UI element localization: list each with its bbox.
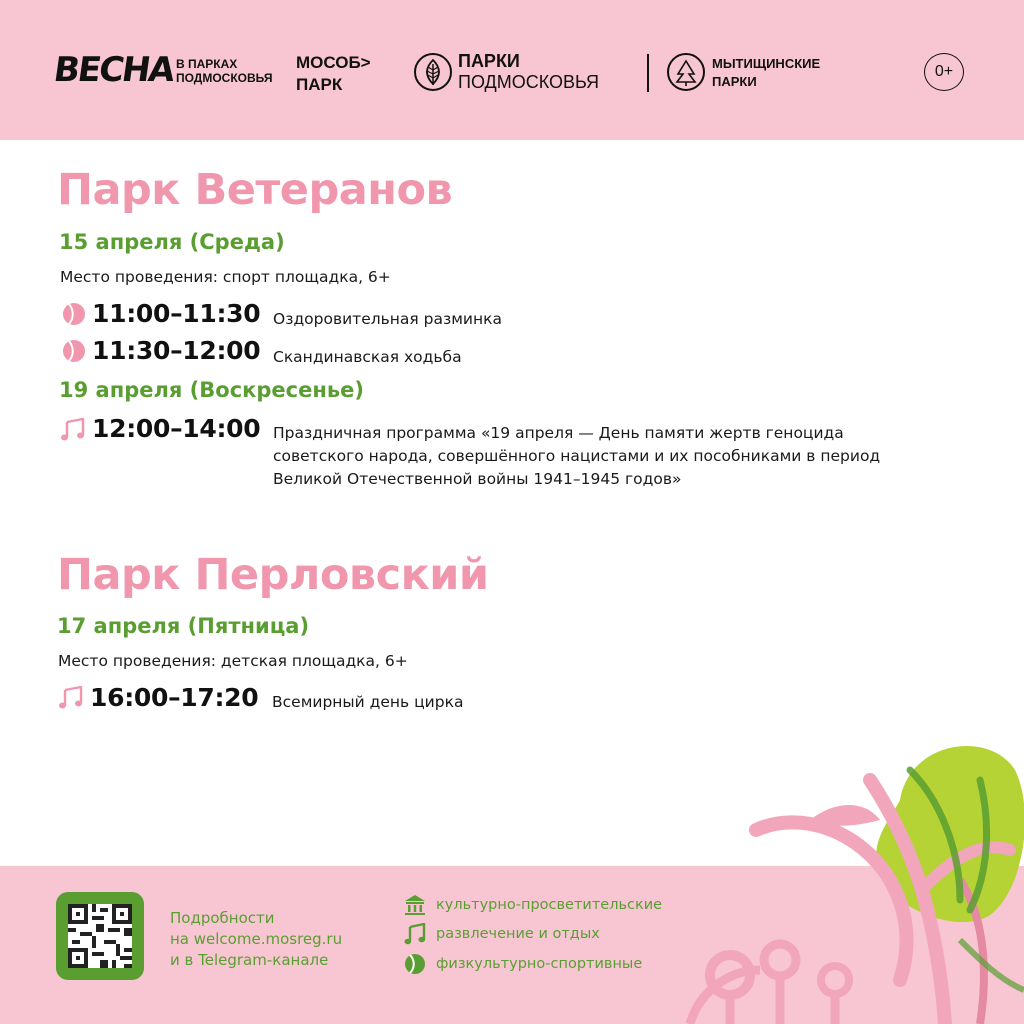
music-note-icon — [404, 923, 426, 945]
event-title: Всемирный день цирка — [272, 693, 464, 711]
mosobpark-logo — [296, 52, 371, 96]
mytishchi-parks-logo — [712, 55, 820, 91]
event-date: 15 апреля (Среда) — [59, 230, 285, 254]
vesna-sub-line-2: ПОДМОСКОВЬЯ — [176, 71, 273, 85]
parki-podmoskovya-logo — [458, 51, 599, 93]
floral-decoration — [660, 740, 1024, 1024]
event-title — [273, 422, 880, 491]
parki-line-1: ПАРКИ — [458, 51, 520, 71]
vesna-sub-line-1: В ПАРКАХ — [176, 57, 238, 71]
details-link[interactable]: на welcome.mosreg.ru — [170, 930, 343, 948]
event-date: 17 апреля (Пятница) — [57, 614, 310, 638]
venue-text: Место проведения: спорт площадка, 6+ — [60, 268, 391, 286]
details-info — [170, 908, 342, 971]
event-title: Скандинавская ходьба — [273, 348, 462, 366]
mosob-line-2: ПАРК — [296, 75, 343, 94]
vesna-logo: ВЕСНА — [51, 50, 176, 90]
legend-label: физкультурно-спортивные — [436, 956, 643, 972]
music-note-icon — [58, 686, 84, 710]
event-time: 16:00–17:20 — [90, 683, 259, 712]
legend-label: развлечение и отдых — [436, 926, 600, 942]
event-title-line-2: советского народа, совершённого нацистами и их пособниками в период — [273, 447, 881, 465]
legend-item-cultural — [404, 894, 662, 916]
music-note-icon — [60, 418, 86, 442]
parki-line-2: ПОДМОСКОВЬЯ — [458, 72, 600, 92]
sports-ball-icon — [62, 339, 86, 363]
event-title-line-1: Праздничная программа «19 апреля — День памяти жертв геноцида — [273, 424, 844, 442]
legend-item-leisure — [404, 923, 600, 945]
legend-item-sports — [404, 953, 642, 975]
venue-text: Место проведения: детская площадка, 6+ — [58, 652, 408, 670]
museum-icon — [404, 894, 426, 916]
park-title: Парк Перловский — [57, 550, 489, 600]
event-title: Оздоровительная разминка — [273, 310, 503, 328]
sports-ball-icon — [404, 953, 426, 975]
qr-grid-icon — [68, 904, 132, 968]
tree-icon — [666, 52, 706, 92]
qr-pattern — [68, 904, 132, 968]
myt-line-1: МЫТИЩИНСКИЕ — [712, 56, 821, 71]
event-time: 12:00–14:00 — [92, 414, 261, 443]
leaf-icon — [413, 52, 453, 92]
mosob-line-1: МОСОБ> — [296, 53, 371, 72]
age-rating-badge: 0+ — [924, 53, 964, 91]
legend-label: культурно-просветительские — [436, 897, 663, 913]
event-date: 19 апреля (Воскресенье) — [59, 378, 364, 402]
header-divider — [647, 54, 649, 92]
event-title-line-3: Великой Отечественной войны 1941–1945 годов» — [273, 470, 682, 488]
myt-line-2: ПАРКИ — [712, 74, 757, 89]
telegram-link[interactable]: и в Telegram-канале — [170, 951, 329, 969]
details-line-1: Подробности — [170, 909, 275, 927]
qr-code[interactable] — [56, 892, 144, 980]
vesna-logo-subtitle — [176, 57, 272, 85]
event-time: 11:00–11:30 — [92, 299, 261, 328]
park-title: Парк Ветеранов — [57, 165, 453, 215]
event-time: 11:30–12:00 — [92, 336, 261, 365]
sports-ball-icon — [62, 302, 86, 326]
